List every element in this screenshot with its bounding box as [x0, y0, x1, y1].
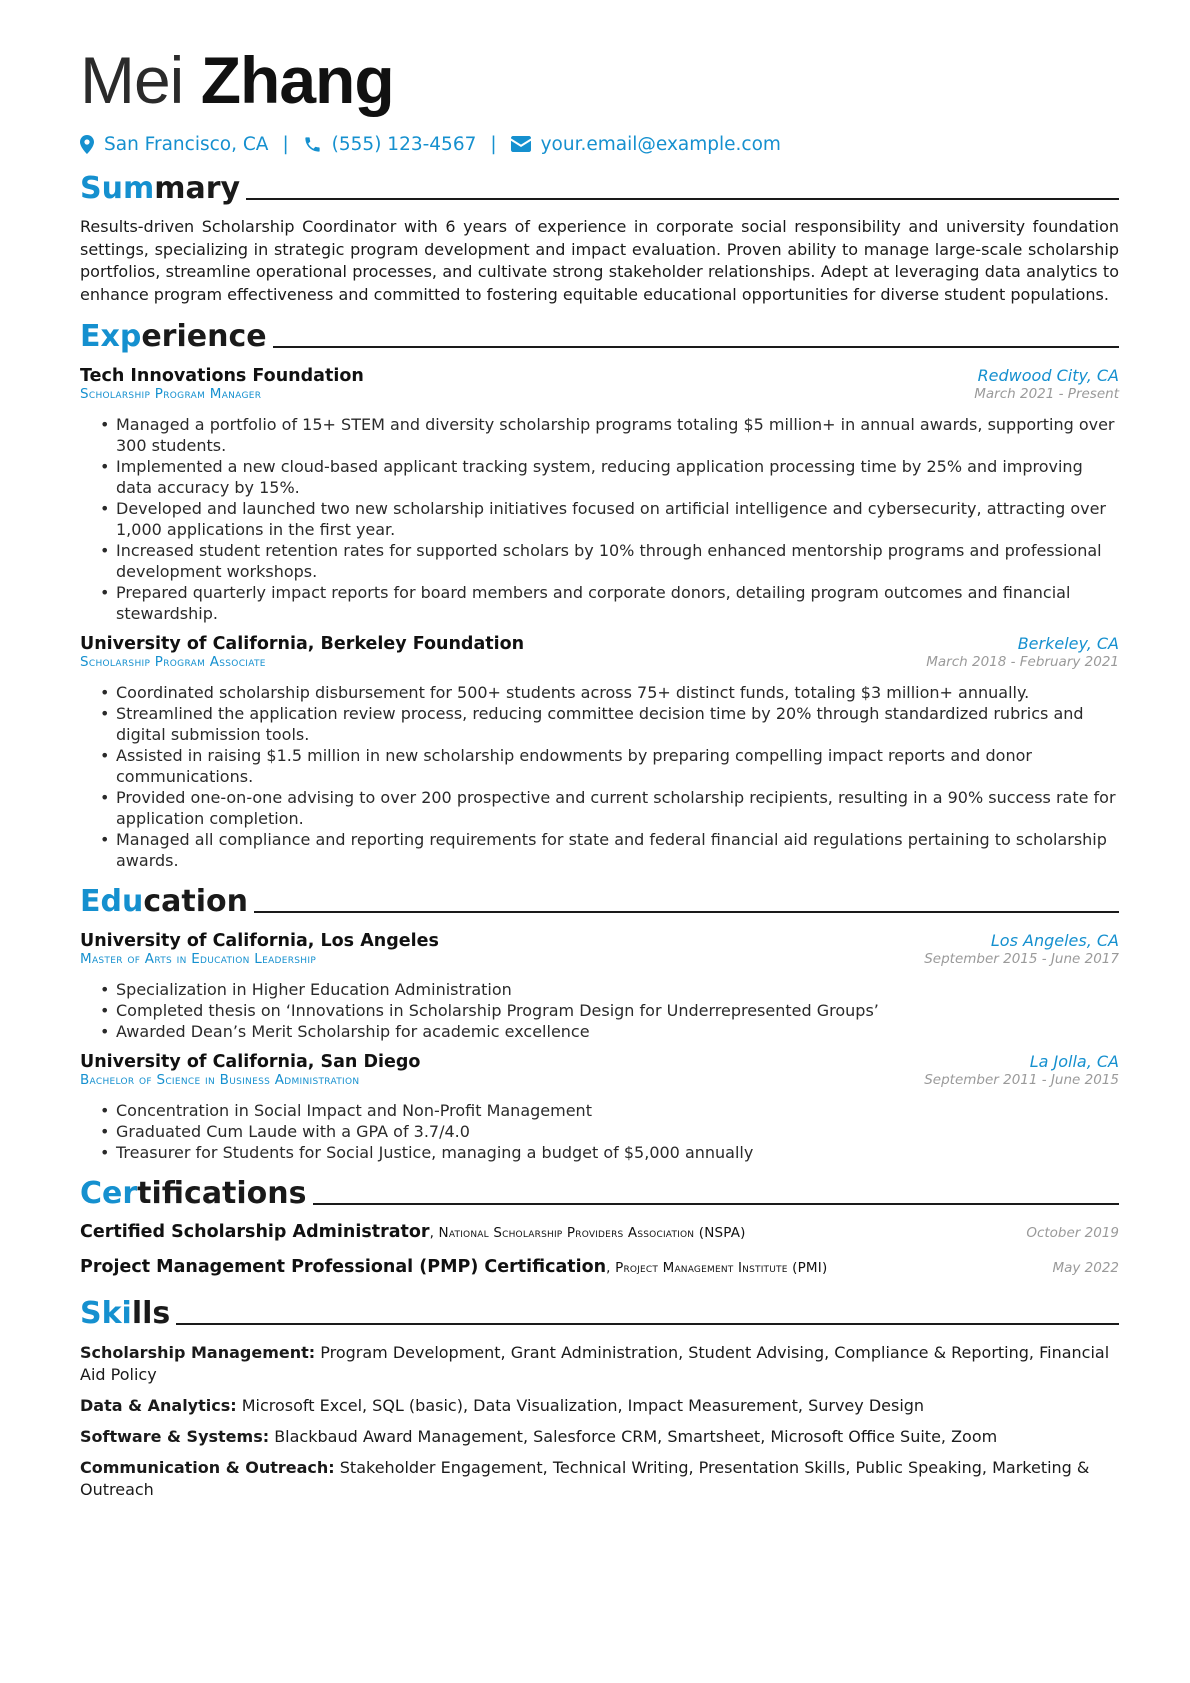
- bullet-list: [80, 682, 1119, 871]
- education-heading: [80, 881, 1119, 921]
- heading-rest: cation: [143, 884, 248, 919]
- contact-location: [80, 134, 268, 155]
- location-text: San Francisco, CA: [104, 133, 269, 155]
- section-rule: [273, 346, 1119, 348]
- contact-separator: |: [282, 133, 289, 155]
- heading-accent: Exp: [80, 319, 142, 354]
- list-item: • Awarded Dean’s Merit Scholarship for academic excellence: [100, 1021, 1119, 1042]
- heading-accent: Ski: [80, 1296, 132, 1331]
- skill-values: Stakeholder Engagement, Technical Writing, Presentation Skills, Public Speaking, Marketing & Outreach: [80, 1458, 1090, 1499]
- section-rule: [313, 1203, 1119, 1205]
- job-title: Scholarship Program Manager: [80, 386, 262, 402]
- organization-name: Tech Innovations Foundation: [80, 366, 364, 386]
- skill-row: [80, 1457, 1119, 1501]
- school-name: University of California, Los Angeles: [80, 931, 439, 951]
- skill-values: Blackbaud Award Management, Salesforce CRM, Smartsheet, Microsoft Office Suite, Zoom: [269, 1427, 998, 1446]
- education-entry: [80, 1052, 1119, 1163]
- certification-date: May 2022: [1052, 1260, 1119, 1276]
- certification-item: [80, 1257, 1119, 1283]
- degree: Master of Arts in Education Leadership: [80, 951, 317, 967]
- section-title: [80, 1175, 307, 1213]
- skill-category: Communication & Outreach:: [80, 1458, 335, 1477]
- section-title: [80, 170, 240, 208]
- school-name: University of California, San Diego: [80, 1052, 421, 1072]
- list-item: • Concentration in Social Impact and Non-Profit Management: [100, 1100, 1119, 1121]
- entry-location: La Jolla, CA: [1029, 1052, 1119, 1071]
- list-item: • Implemented a new cloud-based applicant tracking system, reducing application processing time by 25% and improving data accuracy by 15%.: [100, 456, 1119, 498]
- contact-separator: |: [490, 133, 497, 155]
- candidate-name: [80, 40, 1119, 120]
- map-pin-icon: [80, 135, 94, 154]
- skill-values: Program Development, Grant Administration, Student Advising, Compliance & Reporting, Financial Aid Policy: [80, 1343, 1110, 1384]
- list-item: • Streamlined the application review process, reducing committee decision time by 20% through standardized rubrics and digital submission tools.: [100, 703, 1119, 745]
- section-title: [80, 883, 248, 921]
- contact-email[interactable]: [511, 134, 781, 155]
- heading-rest: mary: [154, 171, 241, 206]
- envelope-icon: [511, 136, 531, 152]
- summary-text: Results-driven Scholarship Coordinator with 6 years of experience in corporate social responsibility and university foundation settings, specializing in strategic program development and impact evaluation. Proven ability to manage large-scale scholarship portfolios, streamline operational processes, and cultivate strong stakeholder relationships. Adept at leveraging data analytics to enhance program effectiveness and committed to fostering equitable educational opportunities for diverse student populations.: [80, 217, 1119, 304]
- list-item: • Prepared quarterly impact reports for board members and corporate donors, detailing program outcomes and financial stewardship.: [100, 582, 1119, 624]
- list-item: • Treasurer for Students for Social Justice, managing a budget of $5,000 annually: [100, 1142, 1119, 1163]
- section-rule: [246, 198, 1119, 200]
- skill-row: [80, 1342, 1119, 1386]
- phone-icon: [303, 135, 322, 154]
- list-item: • Developed and launched two new scholarship initiatives focused on artificial intelligence and cybersecurity, attracting over 1,000 applications in the first year.: [100, 498, 1119, 540]
- certification-issuer: , National Scholarship Providers Association (NSPA): [429, 1225, 746, 1241]
- resume-page: [80, 40, 1119, 1501]
- contact-phone[interactable]: [303, 134, 477, 155]
- skills-heading: [80, 1293, 1119, 1333]
- last-name: Zhang: [200, 43, 394, 117]
- section-rule: [176, 1323, 1119, 1325]
- certification-name: Project Management Professional (PMP) Certification: [80, 1257, 607, 1277]
- skill-row: [80, 1395, 1119, 1417]
- contact-line: [80, 130, 1119, 158]
- entry-dates: September 2011 - June 2015: [924, 1072, 1119, 1088]
- list-item: • Provided one-on-one advising to over 200 prospective and current scholarship recipients, resulting in a 90% success rate for application completion.: [100, 787, 1119, 829]
- certification-item: [80, 1222, 1119, 1248]
- certifications-heading: [80, 1173, 1119, 1213]
- organization-name: University of California, Berkeley Foundation: [80, 634, 525, 654]
- entry-location: Berkeley, CA: [1017, 634, 1119, 653]
- list-item: • Graduated Cum Laude with a GPA of 3.7/4.0: [100, 1121, 1119, 1142]
- heading-accent: Edu: [80, 884, 144, 919]
- entry-location: Redwood City, CA: [977, 366, 1119, 385]
- heading-rest: tifications: [137, 1176, 307, 1211]
- entry-location: Los Angeles, CA: [990, 931, 1119, 950]
- bullet-list: [80, 979, 1119, 1042]
- entry-dates: September 2015 - June 2017: [924, 951, 1119, 967]
- first-name: Mei: [80, 43, 184, 117]
- bullet-list: [80, 414, 1119, 624]
- experience-entry: [80, 634, 1119, 871]
- email-link[interactable]: your.email@example.com: [540, 133, 781, 155]
- skill-values: Microsoft Excel, SQL (basic), Data Visualization, Impact Measurement, Survey Design: [236, 1396, 925, 1415]
- list-item: • Increased student retention rates for supported scholars by 10% through enhanced mentorship programs and professional development workshops.: [100, 540, 1119, 582]
- heading-rest: erience: [141, 319, 267, 354]
- list-item: • Assisted in raising $1.5 million in new scholarship endowments by preparing compelling impact reports and donor communications.: [100, 745, 1119, 787]
- bullet-list: [80, 1100, 1119, 1163]
- certification-name: Certified Scholarship Administrator: [80, 1222, 430, 1242]
- skill-category: Data & Analytics:: [80, 1396, 237, 1415]
- list-item: • Managed all compliance and reporting requirements for state and federal financial aid regulations pertaining to scholarship awards.: [100, 829, 1119, 871]
- skill-category: Scholarship Management:: [80, 1343, 316, 1362]
- certification-date: October 2019: [1026, 1225, 1119, 1241]
- experience-entry: [80, 366, 1119, 624]
- phone-text: (555) 123-4567: [331, 133, 477, 155]
- skill-category: Software & Systems:: [80, 1427, 270, 1446]
- section-title: [80, 318, 267, 356]
- heading-accent: Cer: [80, 1176, 138, 1211]
- skill-row: [80, 1426, 1119, 1448]
- heading-rest: lls: [131, 1296, 171, 1331]
- summary-heading: [80, 168, 1119, 208]
- experience-heading: [80, 316, 1119, 356]
- section-title: [80, 1295, 170, 1333]
- entry-dates: March 2018 - February 2021: [926, 654, 1119, 670]
- entry-dates: March 2021 - Present: [974, 386, 1119, 402]
- education-entry: [80, 931, 1119, 1042]
- section-rule: [254, 911, 1119, 913]
- heading-accent: Sum: [80, 171, 155, 206]
- certification-issuer: , Project Management Institute (PMI): [606, 1260, 828, 1276]
- list-item: • Completed thesis on ‘Innovations in Scholarship Program Design for Underrepresented Groups’: [100, 1000, 1119, 1021]
- list-item: • Managed a portfolio of 15+ STEM and diversity scholarship programs totaling $5 million+ in annual awards, supporting over 300 students.: [100, 414, 1119, 456]
- list-item: • Specialization in Higher Education Administration: [100, 979, 1119, 1000]
- degree: Bachelor of Science in Business Administration: [80, 1072, 360, 1088]
- list-item: • Coordinated scholarship disbursement for 500+ students across 75+ distinct funds, totaling $3 million+ annually.: [100, 682, 1119, 703]
- job-title: Scholarship Program Associate: [80, 654, 266, 670]
